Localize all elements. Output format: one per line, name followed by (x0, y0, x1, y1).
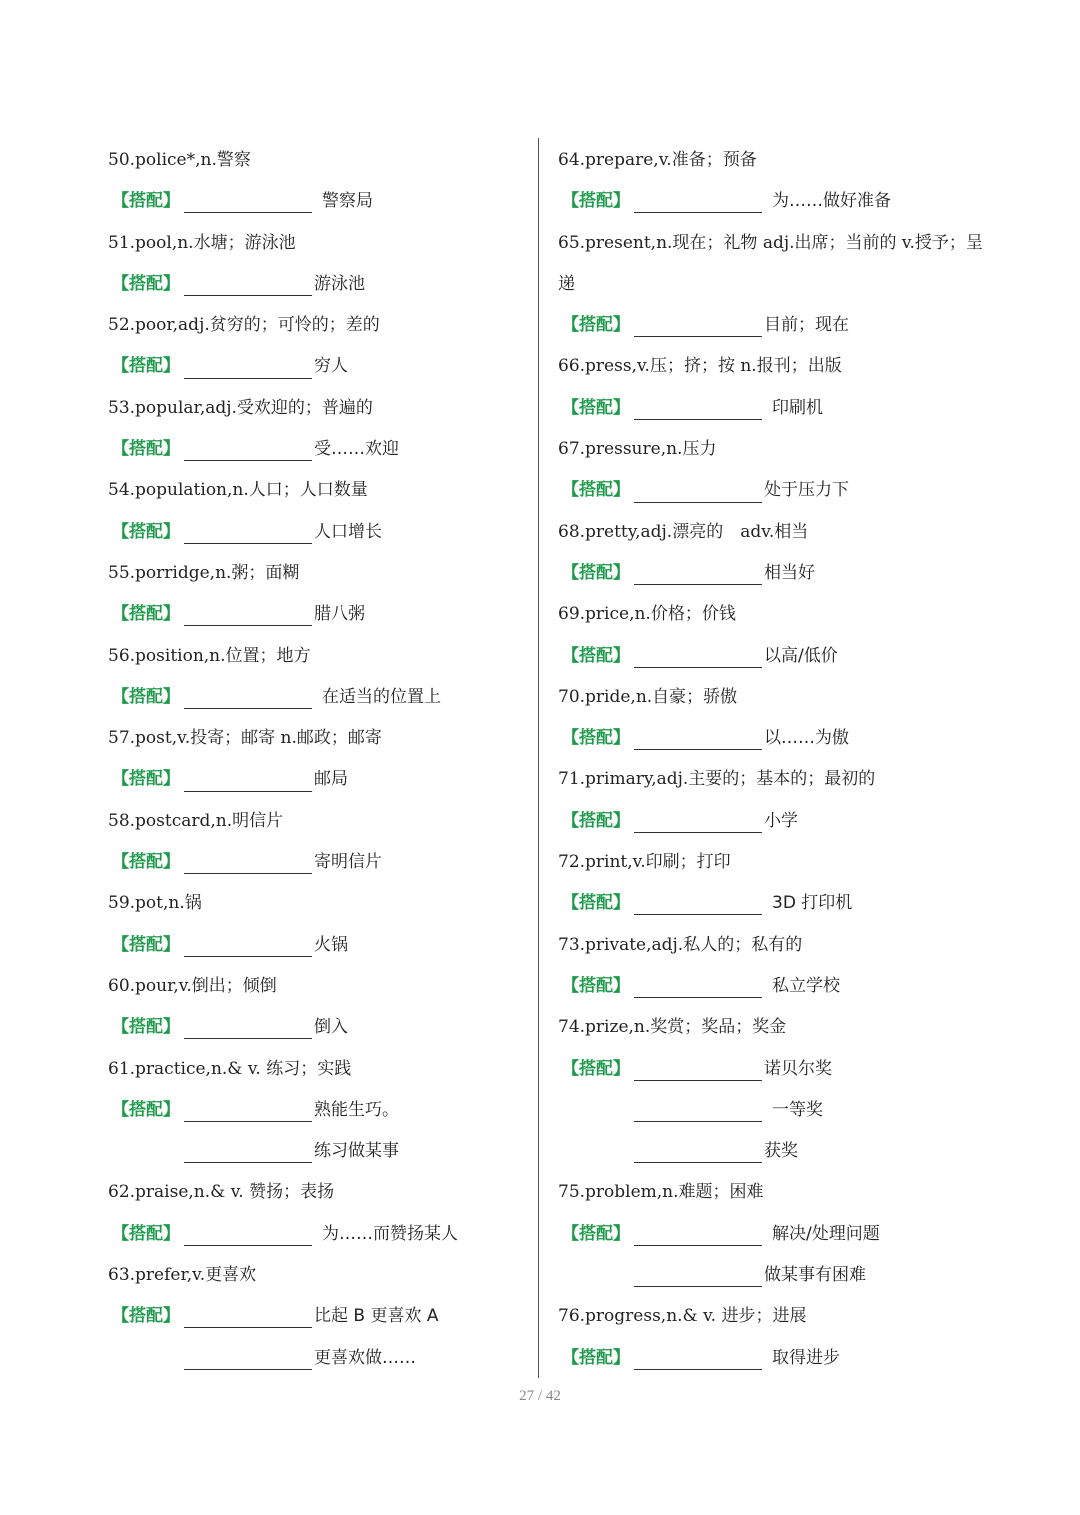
fill-in-blank (634, 1223, 762, 1246)
collocation-line (558, 966, 988, 1007)
collocation-line (108, 512, 548, 553)
vocab-entry (108, 718, 548, 759)
collocation-meaning: 以高/低价 (764, 645, 838, 666)
fill-in-blank (634, 397, 762, 420)
fill-in-blank (184, 521, 312, 544)
vocab-entry-text: 53.popular,adj.受欢迎的；普遍的 (108, 397, 373, 418)
fill-in-blank (184, 1140, 312, 1163)
collocation-tag: 【搭配】 (562, 893, 630, 914)
vocab-entry-text: 69.price,n.价格；价钱 (558, 604, 736, 625)
vocab-entry (108, 883, 548, 924)
collocation-line (108, 1090, 548, 1131)
collocation-line (558, 801, 988, 842)
vocab-entry (558, 1296, 988, 1337)
fill-in-blank (634, 727, 762, 750)
collocation-meaning: 处于压力下 (764, 480, 849, 501)
vocab-entry-text: 59.pot,n.锅 (108, 893, 202, 914)
vocab-entry-text: 58.postcard,n.明信片 (108, 810, 284, 831)
collocation-line (108, 429, 548, 470)
vocab-entry (108, 801, 548, 842)
vocab-entry (108, 388, 548, 429)
vocab-entry (558, 594, 988, 635)
right-column (558, 140, 988, 1379)
vocab-entry-text: 61.practice,n.& v. 练习；实践 (108, 1058, 352, 1079)
vocab-entry-text: 65.present,n.现在；礼物 adj.出席；当前的 v.授予；呈 (558, 232, 983, 253)
vocab-entry (108, 1255, 548, 1296)
collocation-line (108, 181, 548, 222)
collocation-meaning: 为……而赞扬某人 (322, 1223, 458, 1244)
collocation-line (108, 264, 548, 305)
vocab-entry (108, 305, 548, 346)
collocation-meaning: 为……做好准备 (772, 191, 891, 212)
collocation-continuation (558, 1255, 988, 1296)
collocation-line (558, 636, 988, 677)
fill-in-blank (184, 769, 312, 792)
vocab-entry-text: 74.prize,n.奖赏；奖品；奖金 (558, 1017, 787, 1038)
collocation-tag: 【搭配】 (112, 1017, 180, 1038)
collocation-line (558, 181, 988, 222)
collocation-tag: 【搭配】 (562, 1223, 630, 1244)
vocab-entry (558, 223, 988, 264)
fill-in-blank (184, 1016, 312, 1039)
vocab-entry-text: 52.poor,adj.贫穷的；可怜的；差的 (108, 315, 380, 336)
fill-in-blank (184, 1305, 312, 1328)
collocation-meaning: 小学 (764, 810, 798, 831)
fill-in-blank (634, 562, 762, 585)
collocation-meaning: 更喜欢做…… (314, 1347, 416, 1368)
collocation-tag: 【搭配】 (112, 1099, 180, 1120)
fill-in-blank (184, 1347, 312, 1370)
vocab-entry-text: 57.post,v.投寄；邮寄 n.邮政；邮寄 (108, 728, 382, 749)
collocation-tag: 【搭配】 (562, 191, 630, 212)
collocation-line (558, 305, 988, 346)
vocab-entry (558, 140, 988, 181)
collocation-tag: 【搭配】 (562, 1058, 630, 1079)
vocab-entry-text: 64.prepare,v.准备；预备 (558, 150, 757, 170)
collocation-meaning: 取得进步 (772, 1347, 840, 1368)
collocation-line (558, 553, 988, 594)
collocation-meaning: 游泳池 (314, 273, 365, 294)
vocab-entry (108, 140, 548, 181)
collocation-tag: 【搭配】 (112, 769, 180, 790)
collocation-meaning: 相当好 (764, 562, 815, 583)
collocation-tag: 【搭配】 (562, 315, 630, 336)
vocab-entry (558, 925, 988, 966)
fill-in-blank (634, 480, 762, 503)
collocation-line (558, 388, 988, 429)
collocation-tag: 【搭配】 (112, 273, 180, 294)
vocab-entry-text: 72.print,v.印刷；打印 (558, 852, 731, 873)
vocab-entry (108, 1172, 548, 1213)
collocation-line (108, 759, 548, 800)
vocab-entry (558, 1172, 988, 1213)
vocab-entry (558, 842, 988, 883)
vocab-entry-text: 60.pour,v.倒出；倾倒 (108, 975, 277, 996)
collocation-meaning: 邮局 (314, 769, 348, 790)
collocation-tag: 【搭配】 (562, 480, 630, 501)
collocation-meaning: 腊八粥 (314, 604, 365, 625)
collocation-meaning: 印刷机 (772, 397, 823, 418)
collocation-meaning: 解决/处理问题 (772, 1223, 880, 1244)
left-column (108, 140, 548, 1379)
vocab-entry (108, 470, 548, 511)
vocab-entry (558, 264, 988, 305)
collocation-continuation (558, 1131, 988, 1172)
fill-in-blank (184, 603, 312, 626)
collocation-line (558, 1214, 988, 1255)
vocab-entry-text: 75.problem,n.难题；困难 (558, 1182, 764, 1203)
fill-in-blank (634, 645, 762, 668)
collocation-meaning: 一等奖 (772, 1099, 823, 1120)
collocation-continuation (108, 1131, 548, 1172)
collocation-meaning: 3D 打印机 (772, 893, 853, 914)
collocation-continuation (558, 1090, 988, 1131)
vocab-entry (108, 966, 548, 1007)
collocation-meaning: 人口增长 (314, 521, 382, 542)
collocation-tag: 【搭配】 (112, 934, 180, 955)
fill-in-blank (634, 1099, 762, 1122)
collocation-meaning: 受……欢迎 (314, 439, 399, 460)
fill-in-blank (184, 190, 312, 213)
collocation-line (108, 346, 548, 387)
collocation-tag: 【搭配】 (112, 1223, 180, 1244)
collocation-line (108, 842, 548, 883)
fill-in-blank (634, 1140, 762, 1163)
collocation-meaning: 私立学校 (772, 975, 840, 996)
fill-in-blank (184, 1099, 312, 1122)
fill-in-blank (634, 1347, 762, 1370)
column-divider (538, 138, 539, 1378)
vocab-entry (558, 346, 988, 387)
vocab-entry-text: 54.population,n.人口；人口数量 (108, 480, 368, 501)
collocation-line (558, 718, 988, 759)
collocation-line (108, 1007, 548, 1048)
collocation-line (108, 594, 548, 635)
collocation-continuation (108, 1338, 548, 1379)
vocab-entry-text: 76.progress,n.& v. 进步；进展 (558, 1306, 807, 1327)
collocation-tag: 【搭配】 (562, 562, 630, 583)
collocation-line (108, 1214, 548, 1255)
fill-in-blank (634, 975, 762, 998)
collocation-meaning: 警察局 (322, 191, 373, 212)
collocation-tag: 【搭配】 (562, 728, 630, 749)
collocation-tag: 【搭配】 (562, 645, 630, 666)
fill-in-blank (184, 851, 312, 874)
vocab-entry-text: 66.press,v.压；挤；按 n.报刊；出版 (558, 356, 842, 377)
fill-in-blank (634, 892, 762, 915)
vocab-entry (558, 759, 988, 800)
collocation-meaning: 熟能生巧。 (314, 1099, 399, 1120)
vocab-entry-text: 62.praise,n.& v. 赞扬；表扬 (108, 1182, 335, 1203)
fill-in-blank (184, 438, 312, 461)
fill-in-blank (184, 273, 312, 296)
vocab-entry-text: 55.porridge,n.粥；面糊 (108, 562, 300, 583)
vocab-entry (108, 1049, 548, 1090)
vocab-entry-text: 递 (558, 273, 575, 294)
fill-in-blank (184, 1223, 312, 1246)
collocation-tag: 【搭配】 (562, 397, 630, 418)
collocation-meaning: 倒入 (314, 1017, 348, 1038)
collocation-tag: 【搭配】 (112, 356, 180, 377)
fill-in-blank (634, 314, 762, 337)
vocab-entry (558, 429, 988, 470)
fill-in-blank (184, 356, 312, 379)
vocab-entry-text: 63.prefer,v.更喜欢 (108, 1265, 257, 1286)
page-number: 27 / 42 (519, 1388, 561, 1404)
vocab-entry-text: 56.position,n.位置；地方 (108, 645, 311, 666)
collocation-meaning: 穷人 (314, 356, 348, 377)
vocab-entry-text: 68.pretty,adj.漂亮的 adv.相当 (558, 521, 809, 542)
collocation-meaning: 做某事有困难 (764, 1265, 866, 1286)
collocation-meaning: 在适当的位置上 (322, 686, 441, 707)
collocation-meaning: 练习做某事 (314, 1141, 399, 1162)
collocation-line (558, 470, 988, 511)
collocation-tag: 【搭配】 (112, 852, 180, 873)
vocab-entry-text: 71.primary,adj.主要的；基本的；最初的 (558, 769, 876, 790)
collocation-meaning: 获奖 (764, 1141, 798, 1162)
collocation-tag: 【搭配】 (112, 521, 180, 542)
collocation-line (558, 1049, 988, 1090)
collocation-meaning: 诺贝尔奖 (764, 1058, 832, 1079)
vocab-entry (108, 223, 548, 264)
vocab-entry-text: 50.police*,n.警察 (108, 150, 251, 170)
collocation-meaning: 目前；现在 (764, 315, 849, 336)
collocation-tag: 【搭配】 (562, 975, 630, 996)
vocab-entry-text: 67.pressure,n.压力 (558, 439, 717, 460)
collocation-meaning: 以……为傲 (764, 728, 849, 749)
vocab-entry-text: 73.private,adj.私人的；私有的 (558, 934, 803, 955)
fill-in-blank (184, 934, 312, 957)
collocation-tag: 【搭配】 (112, 1306, 180, 1327)
vocab-entry (558, 1007, 988, 1048)
vocab-entry-text: 70.pride,n.自豪；骄傲 (558, 686, 738, 707)
collocation-line (558, 883, 988, 924)
fill-in-blank (634, 1058, 762, 1081)
collocation-meaning: 寄明信片 (314, 852, 382, 873)
vocab-entry (108, 636, 548, 677)
fill-in-blank (634, 810, 762, 833)
collocation-line (558, 1338, 988, 1379)
collocation-line (108, 925, 548, 966)
collocation-tag: 【搭配】 (112, 439, 180, 460)
collocation-meaning: 火锅 (314, 934, 348, 955)
collocation-tag: 【搭配】 (112, 686, 180, 707)
collocation-tag: 【搭配】 (562, 1347, 630, 1368)
fill-in-blank (634, 1264, 762, 1287)
collocation-line (108, 1296, 548, 1337)
vocab-entry-text: 51.pool,n.水塘；游泳池 (108, 232, 296, 253)
vocab-entry (558, 677, 988, 718)
fill-in-blank (184, 686, 312, 709)
collocation-tag: 【搭配】 (562, 810, 630, 831)
fill-in-blank (634, 190, 762, 213)
collocation-tag: 【搭配】 (112, 604, 180, 625)
vocab-entry (108, 553, 548, 594)
collocation-tag: 【搭配】 (112, 191, 180, 212)
collocation-line (108, 677, 548, 718)
vocab-entry (558, 512, 988, 553)
collocation-meaning: 比起 B 更喜欢 A (314, 1306, 439, 1327)
